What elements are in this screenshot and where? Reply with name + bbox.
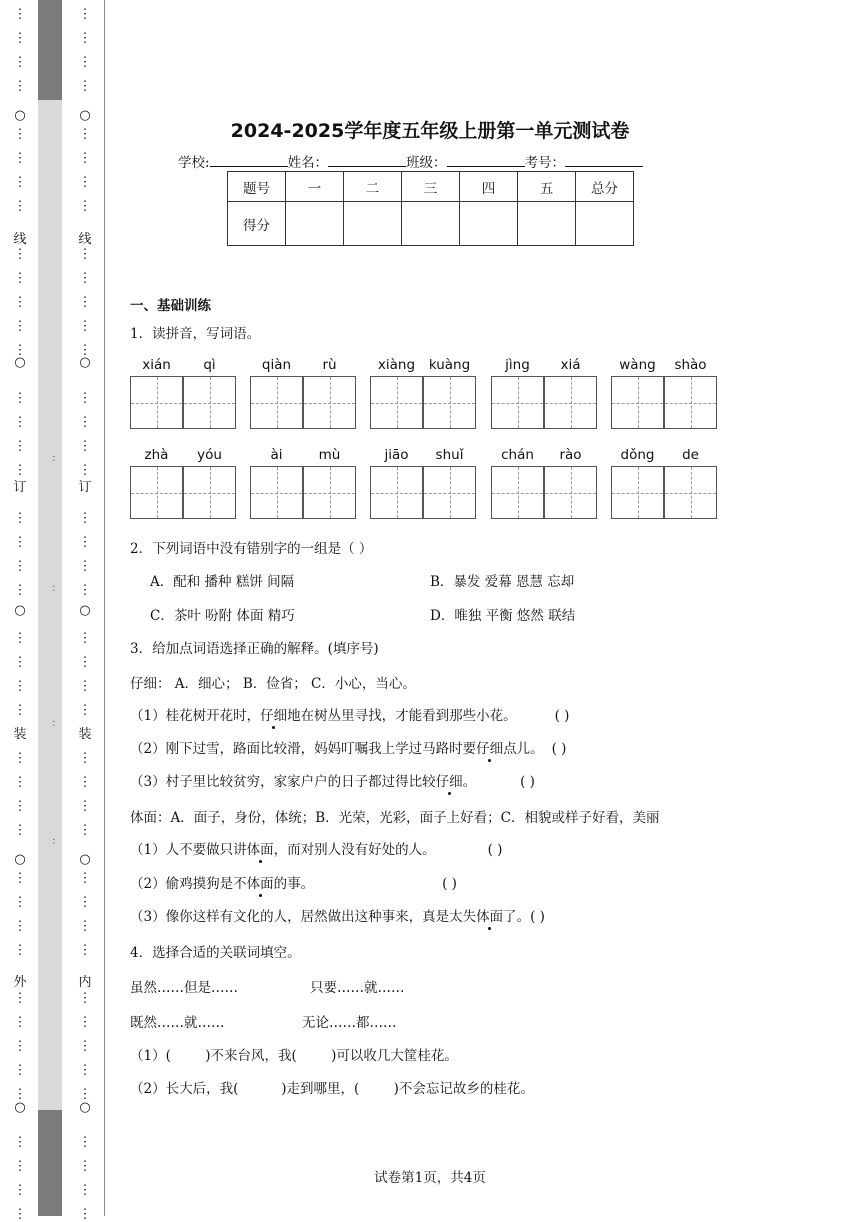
score-table [227,171,634,246]
dotted-word: 仔细 [476,741,504,757]
q2-option-d: D．唯独 平衡 悠然 联结 [430,608,576,624]
band-label-4: ： [45,838,55,847]
school-field[interactable] [210,154,288,167]
score-header-cell: 三 [402,172,460,202]
outer-dots: ⋮ [13,679,27,694]
section-title: 一、基础训练 [130,298,211,314]
inner-dots: ⋮ [78,7,92,22]
character-writing-box[interactable] [544,466,597,519]
item-text: )不会忘记故乡的桂花。 [359,1081,534,1097]
outer-dots: ⋮ [13,79,27,94]
inner-dots: ⋮ [78,1159,92,1174]
page-footer: 试卷第1页，共4页 [374,1170,486,1186]
outer-dots: ⋮ [13,151,27,166]
character-writing-box[interactable] [250,376,303,429]
pinyin-label: xiàng [377,357,416,373]
inner-dots: ⋮ [78,535,92,550]
character-writing-box[interactable] [130,466,183,519]
inner-dots: ⋮ [78,751,92,766]
outer-dots: ⋮ [13,1207,27,1222]
pinyin-label: jìng [505,357,530,373]
question-3-prompt: 3．给加点词语选择正确的解释。(填序号) [130,641,379,657]
outer-dots: ⋮ [13,199,27,214]
band-label-3: ： [45,720,55,729]
score-cell[interactable] [518,202,576,246]
inner-mark: 线 [78,232,92,247]
item-text: 的事。 [273,876,315,892]
band-label-1: ： [45,455,55,464]
class-label: 班级： [406,155,447,171]
score-header-cell: 四 [460,172,518,202]
pinyin-label: rào [559,447,582,463]
outer-dots: ⋮ [13,583,27,598]
outer-dots: ⋮ [13,1015,27,1030]
inner-dots: ⋮ [78,919,92,934]
inner-dots: ⋮ [78,703,92,718]
inner-dots: ⋮ [78,151,92,166]
outer-dots: ⋮ [13,175,27,190]
inner-dots: ⋮ [78,1207,92,1222]
character-writing-box[interactable] [611,466,664,519]
question-1-prompt: 1．读拼音，写词语。 [130,326,261,342]
inner-dots: ⋮ [78,319,92,334]
q4-item-2 [130,1077,534,1097]
item-text: （2）刚下过雪，路面比较滑，妈妈叮嘱我上学过马路时要 [130,741,477,757]
outer-mark: ○ [14,108,26,123]
inner-dots: ⋮ [78,799,92,814]
item-text: （3）像你这样有文化的人，居然做出这种事来，真是太失 [130,909,477,925]
outer-dots: ⋮ [13,1063,27,1078]
outer-dots: ⋮ [13,751,27,766]
outer-dots: ⋮ [13,271,27,286]
outer-dots: ⋮ [13,919,27,934]
inner-dots: ⋮ [78,31,92,46]
pinyin-label: qì [203,357,216,373]
answer-blank[interactable]: ( ) [520,774,535,790]
outer-mark: ○ [14,603,26,618]
outer-dots: ⋮ [13,439,27,454]
answer-blank[interactable]: ( ) [487,842,503,858]
inner-dots: ⋮ [78,871,92,886]
outer-dots: ⋮ [13,631,27,646]
q4-option: 无论……都…… [302,1015,397,1031]
outer-dots: ⋮ [13,823,27,838]
outer-dots: ⋮ [13,895,27,910]
score-row-label: 得分 [228,202,286,246]
inner-mark: 订 [78,480,92,495]
outer-dots: ⋮ [13,1087,27,1102]
inner-dots: ⋮ [78,1183,92,1198]
pinyin-label: xiá [560,357,581,373]
outer-mark: 装 [13,727,27,742]
character-writing-box[interactable] [423,376,476,429]
outer-dots: ⋮ [13,295,27,310]
score-header-cell: 题号 [228,172,286,202]
outer-mark: 订 [13,480,27,495]
inner-mark: ○ [79,1100,91,1115]
school-label: 学校: [178,155,210,171]
q2-option-b: B．暴发 爱幕 恩慧 忘却 [430,574,575,590]
answer-blank[interactable]: ( ) [551,741,567,757]
inner-dots: ⋮ [78,991,92,1006]
inner-dots: ⋮ [78,295,92,310]
inner-dots: ⋮ [78,1087,92,1102]
character-writing-box[interactable] [544,376,597,429]
q2-option-a: A．配和 播种 糕饼 间隔 [150,574,295,590]
inner-dots: ⋮ [78,943,92,958]
inner-dots: ⋮ [78,679,92,694]
pinyin-label: xián [142,357,171,373]
inner-dots: ⋮ [78,79,92,94]
outer-dots: ⋮ [13,511,27,526]
character-writing-box[interactable] [664,466,717,519]
character-writing-box[interactable] [183,376,236,429]
class-field[interactable] [447,154,525,167]
outer-dots: ⋮ [13,943,27,958]
inner-mark: ○ [79,108,91,123]
name-label: 姓名： [287,155,329,171]
outer-dots: ⋮ [13,991,27,1006]
inner-dots: ⋮ [78,559,92,574]
outer-mark: 线 [13,232,27,247]
dotted-word: 仔细 [260,708,288,724]
inner-dots: ⋮ [78,247,92,262]
inner-dots: ⋮ [78,343,92,358]
binding-band-bottom [38,1110,62,1216]
q2-option-c: C．茶叶 吩附 体面 精巧 [150,608,295,624]
q4-option: 既然……就…… [130,1015,225,1031]
q3-item [130,872,457,892]
pinyin-label: dǒng [620,447,655,463]
inner-dots: ⋮ [78,271,92,286]
item-text: 。 [462,774,477,790]
inner-dots: ⋮ [78,199,92,214]
outer-dots: ⋮ [13,55,27,70]
score-header-cell: 五 [518,172,576,202]
q3-item [130,704,569,724]
outer-dots: ⋮ [13,1039,27,1054]
character-writing-box[interactable] [250,466,303,519]
outer-dots: ⋮ [13,799,27,814]
inner-dots: ⋮ [78,415,92,430]
item-text: （2）偷鸡摸狗是不 [130,876,247,892]
outer-mark: ○ [14,1100,26,1115]
outer-mark: ○ [14,355,26,370]
outer-dots: ⋮ [13,1135,27,1150]
pinyin-label: wàng [619,357,656,373]
character-writing-box[interactable] [491,376,544,429]
inner-dots: ⋮ [78,1015,92,1030]
pinyin-label: qiàn [261,357,292,373]
outer-dots: ⋮ [13,31,27,46]
character-writing-box[interactable] [303,466,356,519]
inner-mark: ○ [79,355,91,370]
character-writing-box[interactable] [423,466,476,519]
outer-dots: ⋮ [13,871,27,886]
q3-item [130,838,502,858]
outer-dots: ⋮ [13,247,27,262]
dotted-word: 仔细 [435,774,463,790]
pinyin-label: jiāo [384,447,409,463]
item-text: （2）长大后，我( [130,1081,239,1097]
outer-dots: ⋮ [13,1183,27,1198]
item-text: （1）人不要做只讲 [130,842,247,858]
inner-dots: ⋮ [78,775,92,790]
score-header-cell: 一 [286,172,344,202]
outer-mark: ○ [14,852,26,867]
item-text: 点儿。 [503,741,544,757]
inner-mark: ○ [79,852,91,867]
pinyin-label: yóu [197,447,222,463]
pinyin-label: rù [322,357,337,373]
outer-dots: ⋮ [13,463,27,478]
inner-dots: ⋮ [78,1039,92,1054]
band-label-2: ： [45,585,55,594]
outer-dots: ⋮ [13,415,27,430]
outer-dots: ⋮ [13,655,27,670]
outer-dots: ⋮ [13,127,27,142]
binding-band-top [38,0,62,100]
item-text: （1）( [130,1048,171,1064]
inner-binding-margin [76,0,94,1222]
item-text: （3）村子里比较贫穷，家家户户的日子都过得比较 [130,774,436,790]
exam-no-field[interactable] [565,154,643,167]
binding-band-middle [38,100,62,1110]
character-writing-box[interactable] [183,466,236,519]
page-title: 2024-2025学年度五年级上册第一单元测试卷 [230,120,630,142]
item-text: )走到哪里，( [238,1081,360,1097]
pinyin-label: chán [501,447,534,463]
inner-mark: 内 [78,975,92,990]
inner-dots: ⋮ [78,823,92,838]
score-cell[interactable] [460,202,518,246]
answer-blank[interactable]: ( ) [554,708,570,724]
inner-dots: ⋮ [78,391,92,406]
dotted-word: 体面 [246,876,274,892]
answer-blank[interactable]: ( ) [530,909,545,925]
q4-item-1 [130,1044,458,1064]
character-writing-box[interactable] [370,376,423,429]
inner-dots: ⋮ [78,439,92,454]
character-writing-box[interactable] [130,376,183,429]
character-writing-box[interactable] [303,376,356,429]
score-header-cell: 总分 [576,172,634,202]
inner-dots: ⋮ [78,1063,92,1078]
outer-dots: ⋮ [13,559,27,574]
item-text: 了。 [503,909,531,925]
pinyin-label: zhà [144,447,169,463]
item-text: ，而对别人没有好处的人。 [273,842,436,858]
name-field[interactable] [328,154,406,167]
inner-dots: ⋮ [78,895,92,910]
question-2-prompt: 2．下列词语中没有错别字的一组是（ ） [130,541,373,557]
inner-dots: ⋮ [78,631,92,646]
q3-item [130,737,566,757]
q3-item [130,770,535,790]
outer-dots: ⋮ [13,7,27,22]
q3-item [130,905,545,925]
inner-mark: ○ [79,603,91,618]
pinyin-label: shào [674,357,707,373]
outer-dots: ⋮ [13,343,27,358]
answer-blank[interactable]: ( ) [442,876,457,892]
inner-dots: ⋮ [78,127,92,142]
character-writing-box[interactable] [611,376,664,429]
inner-dots: ⋮ [78,175,92,190]
dotted-word: 体面 [476,909,504,925]
student-info-line [178,151,643,171]
question-4-prompt: 4．选择合适的关联词填空。 [130,945,301,961]
character-writing-box[interactable] [491,466,544,519]
score-cell[interactable] [344,202,402,246]
pinyin-label: kuàng [428,357,471,373]
inner-dots: ⋮ [78,511,92,526]
outer-dots: ⋮ [13,703,27,718]
dotted-word: 体面 [246,842,274,858]
outer-dots: ⋮ [13,1159,27,1174]
inner-dots: ⋮ [78,1135,92,1150]
score-cell[interactable] [286,202,344,246]
outer-dots: ⋮ [13,391,27,406]
score-header-cell: 二 [344,172,402,202]
inner-mark: 装 [78,727,92,742]
item-text: 地在树丛里寻找，才能看到那些小花。 [287,708,517,724]
inner-dots: ⋮ [78,655,92,670]
outer-dots: ⋮ [13,535,27,550]
character-writing-box[interactable] [664,376,717,429]
inner-dots: ⋮ [78,463,92,478]
pinyin-label: shuǐ [435,447,464,463]
item-text: )可以收几大筐桂花。 [296,1048,458,1064]
score-cell[interactable] [576,202,634,246]
item-text: （1）桂花树开花时， [130,708,261,724]
q3-definition-zixi: 仔细： A．细心； B．俭省； C．小心，当心。 [130,676,416,692]
margin-divider [104,0,105,1216]
q4-option: 虽然……但是…… [130,980,238,996]
score-cell[interactable] [402,202,460,246]
outer-dots: ⋮ [13,319,27,334]
pinyin-label: mù [318,447,341,463]
pinyin-label: ài [270,447,283,463]
q3-definition-timian: 体面：A．面子，身份，体统；B．光荣，光彩，面子上好看；C．相貌或样子好看，美丽 [130,810,660,826]
outer-mark: 外 [13,975,27,990]
pinyin-label: de [682,447,699,463]
outer-dots: ⋮ [13,775,27,790]
inner-dots: ⋮ [78,55,92,70]
outer-binding-margin [11,0,29,1222]
character-writing-box[interactable] [370,466,423,519]
exam-no-label: 考号： [524,155,566,171]
item-text: )不来台风，我( [170,1048,297,1064]
inner-dots: ⋮ [78,583,92,598]
q4-option: 只要……就…… [310,980,405,996]
